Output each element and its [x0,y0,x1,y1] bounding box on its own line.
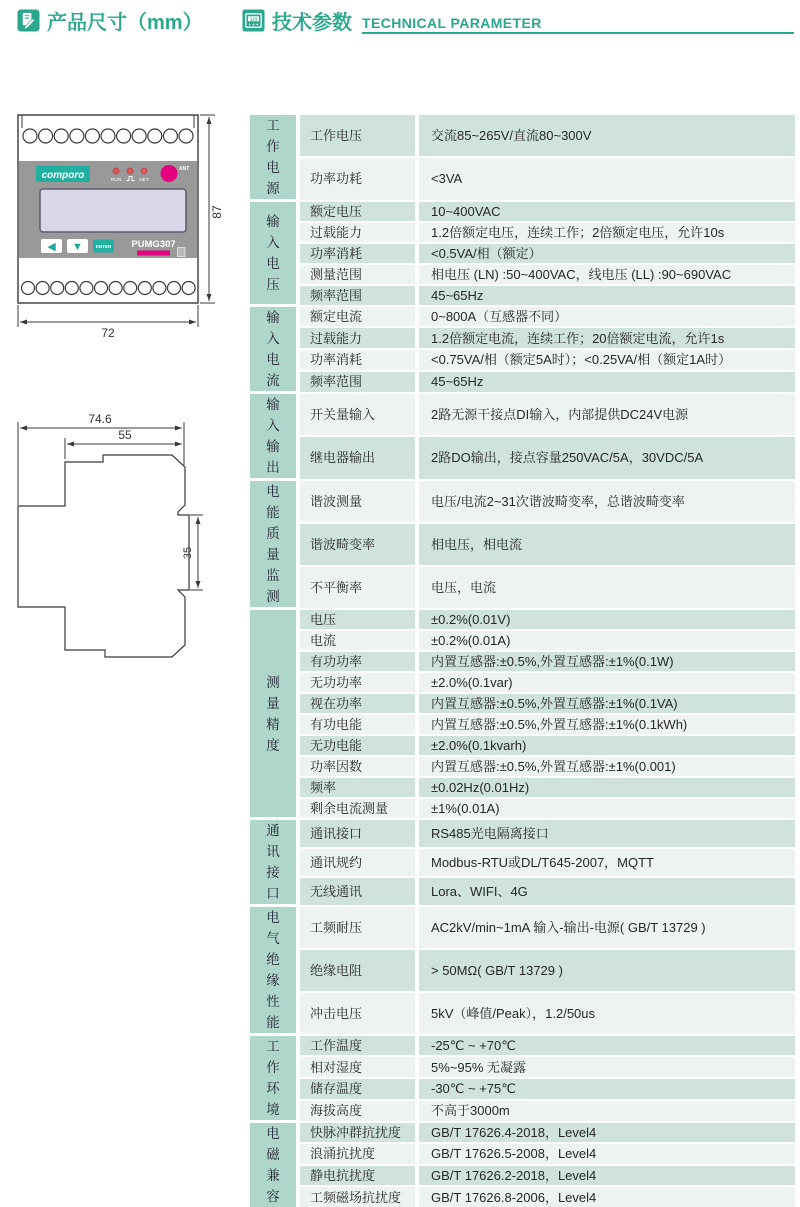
param-cell: 谐波畸变率 [298,523,417,566]
enter-button-label: ENTER [96,244,112,249]
tech-table [250,112,795,1207]
down-arrow-button [67,239,88,253]
lcd-screen [40,189,186,232]
tech-parameter-table [250,112,795,1207]
param-cell: 测量范围 [298,264,417,285]
table-row [250,992,795,1035]
param-cell: 功率消耗 [298,243,417,264]
table-row [250,1186,795,1207]
height-dimension-label: 87 [210,205,224,219]
brand-logo [36,166,90,182]
overall-width-dimension [18,422,184,505]
param-cell: 过载能力 [298,327,417,349]
device-side-drawing [0,395,250,695]
param-cell: 工频耐压 [298,906,417,949]
param-cell: 冲击电压 [298,992,417,1035]
table-row [250,1165,795,1187]
table-row [250,949,795,992]
table-row [250,523,795,566]
table-row [250,1143,795,1165]
value-cell: 45~65Hz [417,285,795,306]
param-cell: 无功功率 [298,672,417,693]
param-cell: 频率范围 [298,285,417,306]
category-cell: 输入输出 [250,393,298,480]
param-cell: 不平衡率 [298,566,417,609]
table-row [250,877,795,906]
param-cell: 继电器输出 [298,436,417,480]
category-cell: 输入电压 [250,201,298,306]
value-cell: 内置互感器:±0.5%,外置互感器:±1%(0.1kWh) [417,714,795,735]
value-cell: <0.75VA/相（额定5A时）；<0.25VA/相（额定1A时） [417,349,795,371]
value-cell: GB/T 17626.5-2008，Level4 [417,1143,795,1165]
param-cell: 频率范围 [298,371,417,393]
param-cell: 通讯接口 [298,819,417,848]
param-cell: 额定电流 [298,306,417,328]
value-cell: GB/T 17626.2-2018，Level4 [417,1165,795,1187]
technical-parameter-header [242,6,794,34]
table-row [250,1100,795,1122]
table-row [250,609,795,630]
table-row [250,114,795,158]
param-cell: 浪涌抗扰度 [298,1143,417,1165]
value-cell: <3VA [417,157,795,201]
rail-height-label: 35 [182,547,194,559]
value-cell: 5%~95% 无凝露 [417,1056,795,1078]
value-cell: 相电压，相电流 [417,523,795,566]
param-cell: 快脉冲群抗扰度 [298,1122,417,1144]
table-row [250,393,795,437]
ant-label: ANT [179,166,189,172]
table-row [250,349,795,371]
param-cell: 谐波测量 [298,480,417,523]
top-terminal-row [23,129,193,143]
table-row [250,819,795,848]
value-cell: 不高于3000m [417,1100,795,1122]
title-underline [362,6,794,34]
param-cell: 通讯规约 [298,848,417,877]
table-row [250,222,795,243]
page-title-left: 产品尺寸（mm） [47,6,203,35]
value-cell: 内置互感器:±0.5%,外置互感器:±1%(0.001) [417,756,795,777]
value-cell: 交流85~265V/直流80~300V [417,114,795,158]
param-cell: 无线通讯 [298,877,417,906]
table-row [250,651,795,672]
table-row [250,436,795,480]
param-cell: 功率功耗 [298,157,417,201]
table-row [250,798,795,819]
table-row [250,1035,795,1057]
table-row [250,777,795,798]
run-led-label: RUN [111,177,122,183]
value-cell: > 50MΩ( GB/T 13729 ) [417,949,795,992]
side-profile-outline [18,455,189,657]
table-row [250,371,795,393]
table-row [250,693,795,714]
value-cell: 内置互感器:±0.5%,外置互感器:±1%(0.1W) [417,651,795,672]
svg-text:123: 123 [250,16,258,21]
device-front-drawing [0,100,240,345]
value-cell: 5kV（峰值/Peak），1.2/50us [417,992,795,1035]
table-row [250,756,795,777]
table-row [250,1056,795,1078]
category-cell: 工作电源 [250,114,298,201]
product-dimensions-header [17,6,203,34]
category-cell: 电能质量监测 [250,480,298,609]
param-cell: 工作电压 [298,114,417,158]
net-led [141,168,147,174]
run-led [113,168,119,174]
left-arrow-glyph: ◀ [47,241,56,253]
param-cell: 开关量输入 [298,393,417,437]
overall-width-label: 74.6 [88,412,112,426]
param-cell: 工频磁场抗扰度 [298,1186,417,1207]
value-cell: ±0.02Hz(0.01Hz) [417,777,795,798]
meter-display-icon [242,9,265,32]
param-cell: 相对湿度 [298,1056,417,1078]
table-row [250,714,795,735]
value-cell: <0.5VA/相（额定） [417,243,795,264]
table-row [250,735,795,756]
param-cell: 电流 [298,630,417,651]
param-cell: 视在功率 [298,693,417,714]
param-cell: 储存温度 [298,1078,417,1100]
model-underline-bar [137,251,170,256]
value-cell: 2路DO输出，接点容量250VAC/5A，30VDC/5A [417,436,795,480]
table-row [250,264,795,285]
net-led-label: NET [139,177,149,183]
table-row [250,480,795,523]
param-cell: 无功电能 [298,735,417,756]
category-cell: 输入电流 [250,306,298,393]
table-row [250,848,795,877]
param-cell: 静电抗扰度 [298,1165,417,1187]
param-cell: 电压 [298,609,417,630]
param-cell: 功率因数 [298,756,417,777]
category-cell: 电气绝缘性能 [250,906,298,1035]
value-cell: 0~800A（互感器不同） [417,306,795,328]
page-subtitle: TECHNICAL PARAMETER [362,15,542,31]
category-cell: 通讯接口 [250,819,298,906]
table-row [250,157,795,201]
value-cell: Lora、WIFI、4G [417,877,795,906]
param-cell: 过载能力 [298,222,417,243]
brand-logo-text: comporo [42,170,85,181]
category-cell: 测量精度 [250,609,298,819]
pulse-led [127,168,133,174]
value-cell: GB/T 17626.4-2018，Level4 [417,1122,795,1144]
value-cell: 电压/电流2~31次谐波畸变率，总谐波畸变率 [417,480,795,523]
table-row [250,1122,795,1144]
tech-table-body [250,114,795,1207]
value-cell: 电压，电流 [417,566,795,609]
value-cell: ±2.0%(0.1var) [417,672,795,693]
table-row [250,630,795,651]
value-cell: -30℃ ~ +75℃ [417,1078,795,1100]
model-label: PUMG307 [131,239,175,250]
param-cell: 功率消耗 [298,349,417,371]
value-cell: 2路无源干接点DI输入，内部提供DC24V电源 [417,393,795,437]
document-pencil-icon [17,9,40,32]
ant-button [161,165,178,182]
value-cell: AC2kV/min~1mA 输入-输出-电源( GB/T 13729 ) [417,906,795,949]
table-row [250,566,795,609]
enter-button [93,240,114,253]
table-row [250,306,795,328]
value-cell: 45~65Hz [417,371,795,393]
value-cell: RS485光电隔离接口 [417,819,795,848]
table-row [250,327,795,349]
category-cell: 电磁兼容 [250,1122,298,1207]
value-cell: ±2.0%(0.1kvarh) [417,735,795,756]
width-dimension [18,305,198,327]
table-row [250,243,795,264]
width-dimension-label: 72 [101,326,115,340]
param-cell: 频率 [298,777,417,798]
value-cell: 内置互感器:±0.5%,外置互感器:±1%(0.1VA) [417,693,795,714]
value-cell: ±0.2%(0.01V) [417,609,795,630]
param-cell: 海拔高度 [298,1100,417,1122]
seal-mark [178,248,186,257]
value-cell: 1.2倍额定电压，连续工作；2倍额定电压，允许10s [417,222,795,243]
table-row [250,672,795,693]
page-title-right: 技术参数 [272,6,352,35]
param-cell: 工作温度 [298,1035,417,1057]
down-arrow-glyph: ▼ [72,241,83,253]
table-row [250,906,795,949]
value-cell: Modbus-RTU或DL/T645-2007，MQTT [417,848,795,877]
left-arrow-button [41,239,62,253]
param-cell: 绝缘电阻 [298,949,417,992]
value-cell: 1.2倍额定电流，连续工作；20倍额定电流，允许1s [417,327,795,349]
value-cell: 10~400VAC [417,201,795,222]
value-cell: GB/T 17626.8-2006，Level4 [417,1186,795,1207]
value-cell: 相电压 (LN) :50~400VAC，线电压 (LL) :90~690VAC [417,264,795,285]
table-row [250,285,795,306]
category-cell: 工作环境 [250,1035,298,1122]
table-row [250,201,795,222]
param-cell: 剩余电流测量 [298,798,417,819]
param-cell: 有功电能 [298,714,417,735]
value-cell: ±0.2%(0.01A) [417,630,795,651]
table-row [250,1078,795,1100]
param-cell: 额定电压 [298,201,417,222]
param-cell: 有功功率 [298,651,417,672]
body-width-label: 55 [118,428,132,442]
value-cell: -25℃ ~ +70℃ [417,1035,795,1057]
value-cell: ±1%(0.01A) [417,798,795,819]
